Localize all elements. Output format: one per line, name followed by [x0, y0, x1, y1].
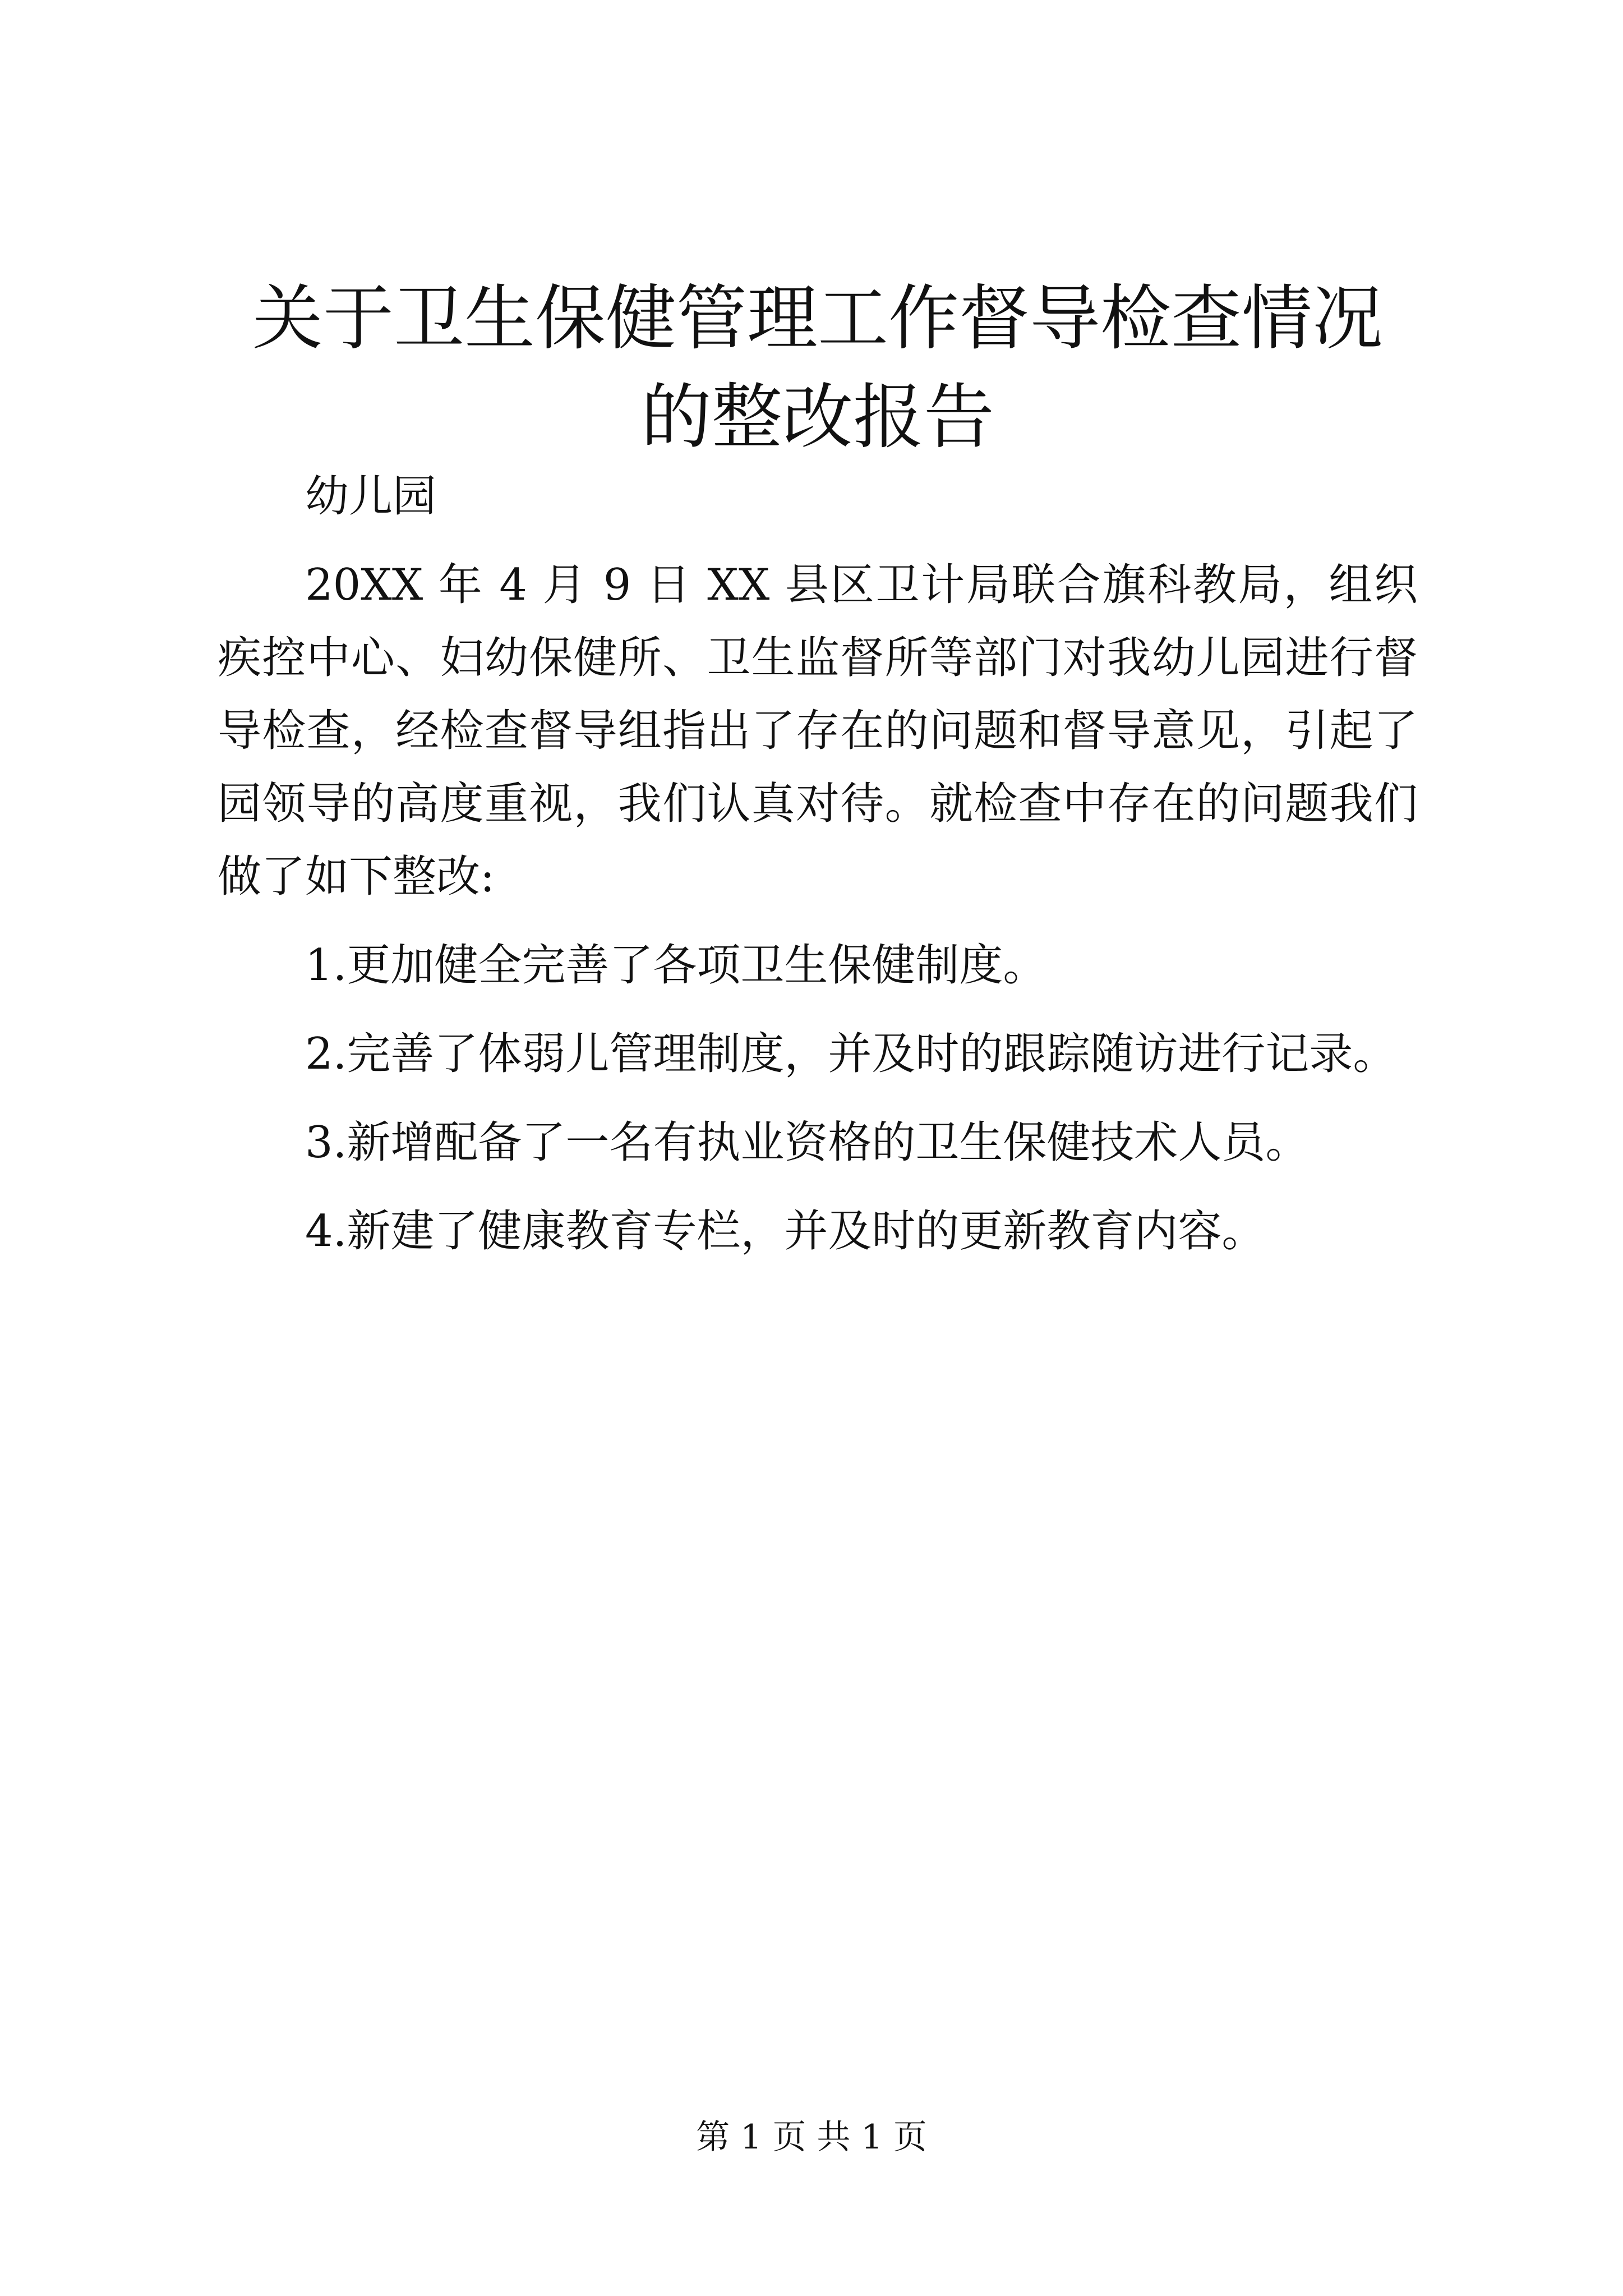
intro-paragraph: 20XX 年 4 月 9 日 XX 县区卫计局联合旗科教局，组织疾控中心、妇幼保健所、卫生监督所等部门对我幼儿园进行督导检查，经检查督导组指出了存在的问题和督导意见，引起了园领导的高度重视，我们认真对待。就检查中存在的问题我们做了如下整改: — [218, 560, 1418, 902]
list-item: 4.新建了健康教育专栏，并及时的更新教育内容。 — [305, 1206, 1266, 1257]
document-title: 关于卫生保健管理工作督导检查情况的整改报告 — [252, 277, 1383, 458]
list-item: 2.完善了体弱儿管理制度，并及时的跟踪随访进行记录。 — [305, 1029, 1397, 1079]
list-item: 1.更加健全完善了各项卫生保健制度。 — [305, 940, 1047, 991]
school-name: 幼儿园 — [305, 471, 437, 522]
list-item: 3.新增配备了一名有执业资格的卫生保健技术人员。 — [305, 1117, 1310, 1168]
document-body — [218, 460, 1418, 1283]
rectification-list — [218, 929, 1418, 1268]
page-footer: 第 1 页 共 1 页 — [696, 2118, 927, 2157]
